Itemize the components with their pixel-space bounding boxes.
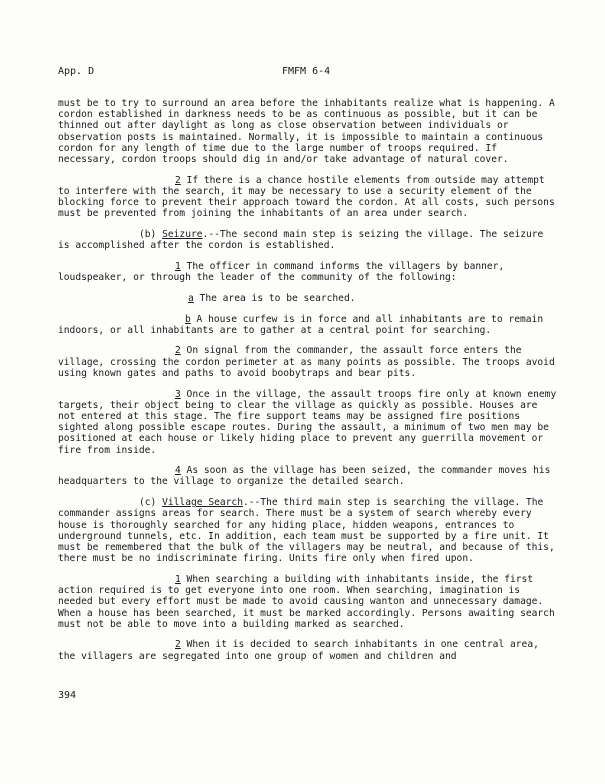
paragraph-number: 1 bbox=[175, 573, 181, 585]
paragraph-central-area bbox=[58, 639, 558, 661]
paragraph-cordon-continuation bbox=[58, 98, 558, 165]
page-number: 394 bbox=[58, 690, 77, 701]
body-text bbox=[58, 98, 558, 671]
item-letter: a bbox=[188, 292, 194, 304]
section-title-seizure: Seizure bbox=[162, 229, 203, 241]
paragraph-security-element bbox=[58, 175, 558, 220]
paragraph-item-a bbox=[188, 293, 558, 304]
paragraph-label: (b) bbox=[139, 229, 163, 241]
paragraph-label: (c) bbox=[139, 497, 163, 509]
paragraph-number: 3 bbox=[175, 388, 181, 400]
paragraph-number: 4 bbox=[175, 465, 181, 477]
paragraph-text: A house curfew is in force and all inhabitants are to remain indoors, or all inhabitants are to gather at a central point for searching. bbox=[58, 313, 544, 336]
item-letter: b bbox=[185, 313, 191, 325]
paragraph-text: must be to try to surround an area before the inhabitants realize what is happening. A cordon established in darkness needs to be as continuous as possible, but it can be thinned out after daylight as long as close observation between individuals or observation posts is maintained. Normally, it is impossible to maintain a continuous cordon for any length of time due to the large number of troops required. If necessary, cordon troops should dig in and/or take advantage of natural cover. bbox=[58, 98, 555, 166]
paragraph-headquarters bbox=[58, 465, 558, 487]
manual-number: FMFM 6-4 bbox=[282, 66, 331, 77]
paragraph-village-search bbox=[58, 497, 558, 564]
paragraph-text: Once in the village, the assault troops fire only at known enemy targets, their object being to clear the village as quickly as possible. Houses are not entered at this stage. The fire support teams may be assigned fire positions sighted along possible escape routes. During the assault, a minimum of two men may be positioned at each house or likely hiding place to prevent any guerrilla movement or fire from inside. bbox=[58, 388, 557, 456]
paragraph-seizure bbox=[58, 229, 558, 251]
appendix-label: App. D bbox=[58, 66, 95, 77]
paragraph-text: When it is decided to search inhabitants in one central area, the villagers are segregated into one group of women and children and bbox=[58, 639, 539, 662]
paragraph-text: If there is a chance hostile elements from outside may attempt to interfere with the search, it may be necessary to use a security element of the blocking force to prevent their approach toward the cordon. At all costs, such persons must be prevented from joining the inhabitants of an area under search. bbox=[58, 174, 555, 220]
paragraph-item-b bbox=[58, 314, 558, 336]
paragraph-text: When searching a building with inhabitants inside, the first action required is to get everyone into one room. When searching, imagination is needed but every effort must be made to avoid causing wanton and unnecessary damage. When a house has been searched, it must be marked accordingly. Persons awaiting search must not be able to move into a building marked as searched. bbox=[58, 573, 555, 630]
paragraph-text: The area is to be searched. bbox=[193, 292, 356, 304]
paragraph-building-search bbox=[58, 574, 558, 630]
paragraph-number: 2 bbox=[175, 174, 181, 186]
paragraph-number: 2 bbox=[175, 345, 181, 357]
paragraph-officer-informs bbox=[58, 261, 558, 283]
paragraph-assault-fire bbox=[58, 389, 558, 456]
paragraph-text: .--The third main step is searching the village. The commander assigns areas for search. There must be a system of search whereby every house is thoroughly searched for any hiding place, hidden weapons, entrances to underground tunnels, etc. In addition, each team must be supported by a fire unit. It must be remembered that the bulk of the villagers may be neutral, and because of this, there must be no indiscriminate firing. Units fire only when fired upon. bbox=[58, 497, 555, 565]
section-title-village-search: Village Search bbox=[162, 497, 243, 509]
paragraph-number: 2 bbox=[175, 639, 181, 651]
paragraph-text: The officer in command informs the villagers by banner, loudspeaker, or through the leader of the community of the following: bbox=[58, 260, 505, 284]
paragraph-text: On signal from the commander, the assault force enters the village, crossing the cordon perimeter at as many points as possible. The troops avoid using known gates and paths to avoid boobytraps and bear pits. bbox=[58, 345, 555, 379]
paragraph-text: As soon as the village has been seized, the commander moves his headquarters to the village to organize the detailed search. bbox=[58, 465, 551, 488]
paragraph-text: .--The second main step is seizing the village. The seizure is accomplished after the cordon is established. bbox=[58, 229, 544, 252]
paragraph-assault-enters bbox=[58, 345, 558, 379]
paragraph-number: 1 bbox=[175, 260, 181, 272]
